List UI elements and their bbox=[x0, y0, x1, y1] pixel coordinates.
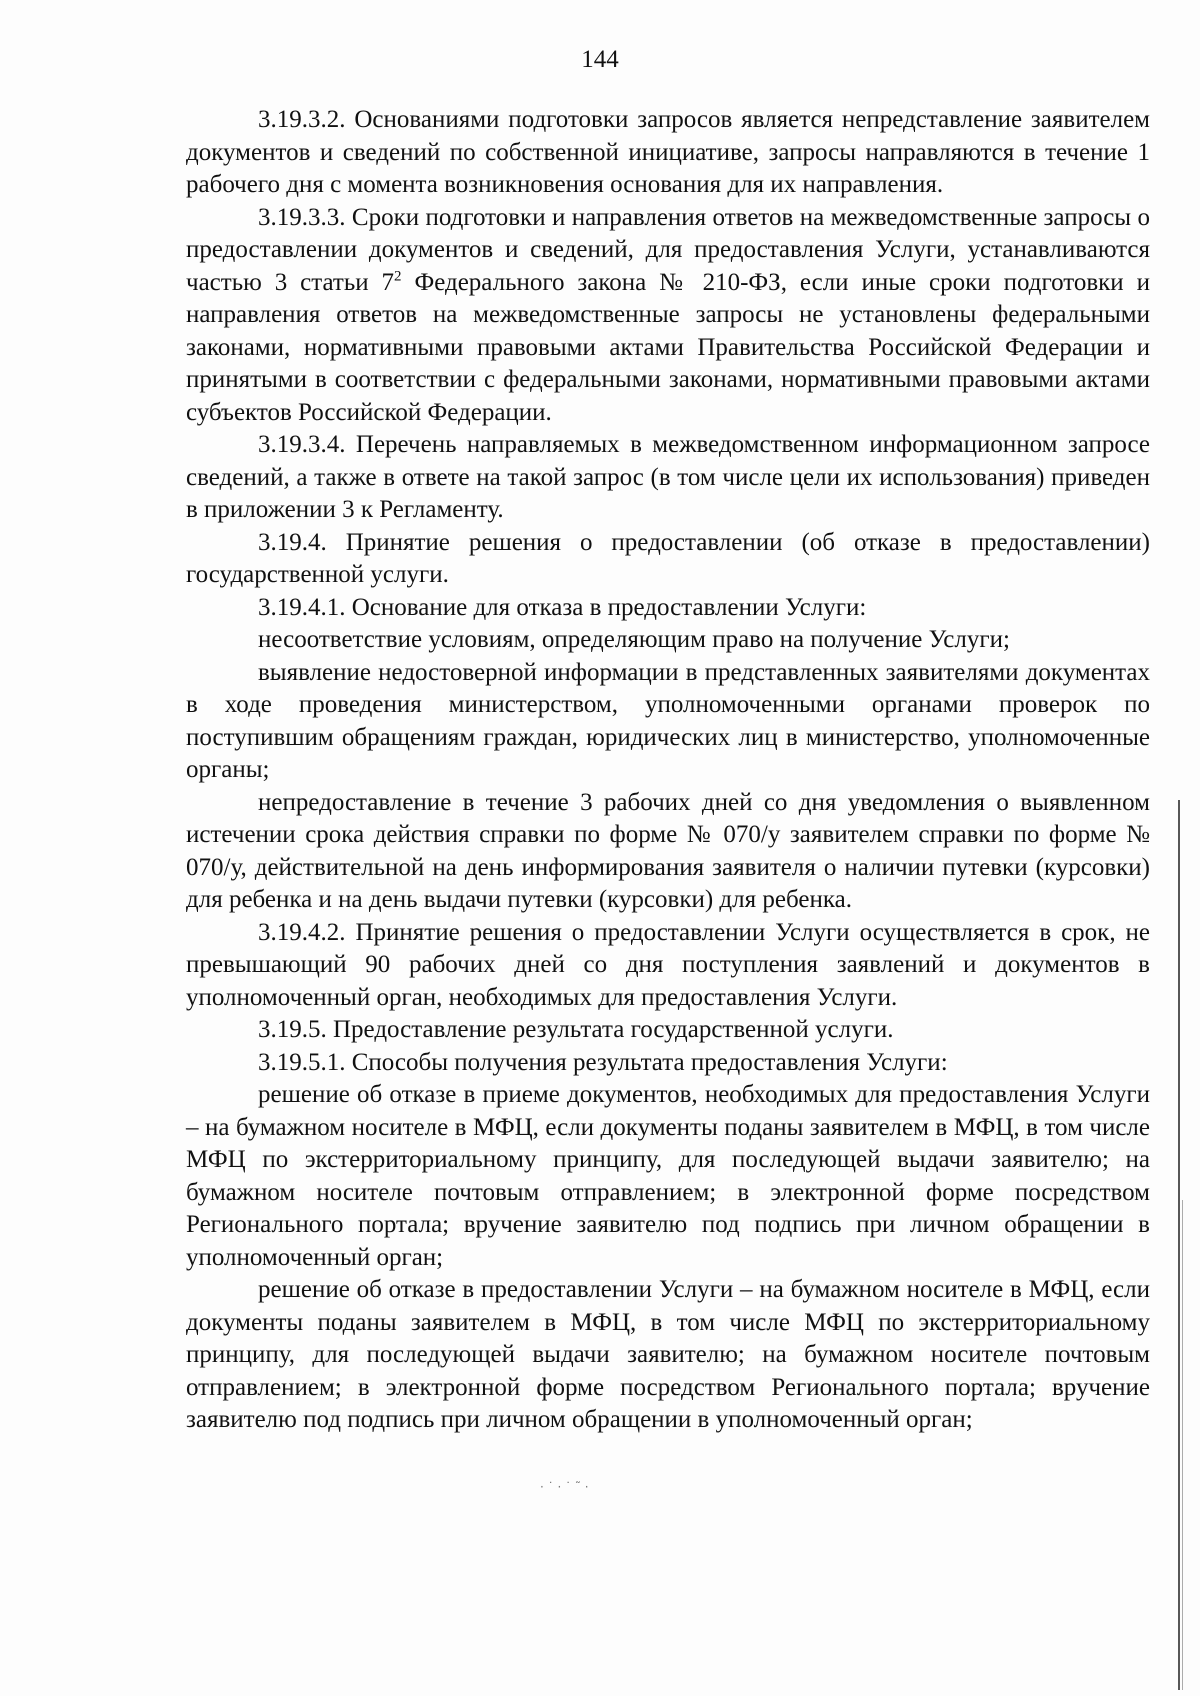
scan-speck: · ˙ · ˙ ˜ · bbox=[540, 1480, 589, 1494]
paragraph-3-19-5: 3.19.5. Предоставление результата государственной услуги. bbox=[258, 1016, 894, 1043]
scan-edge-line-secondary bbox=[1182, 1200, 1183, 1690]
paragraph-3-19-3-4: 3.19.3.4. Перечень направляемых в межведомственном информационном запросе сведений, а также в ответе на такой запрос (в том числе цели их использования) приведен в приложении 3 к Регламенту. bbox=[186, 431, 1150, 523]
superscript-article-number: 2 bbox=[394, 268, 402, 285]
page-number: 144 bbox=[581, 46, 619, 73]
paragraph-3-19-3-3-part-a: 3.19.3.3. Сроки подготовки и направления ответов на межведомственные запросы о предоставлении документов и сведений, для предоставления Услуги, устанавливаются частью 3 статьи 7 bbox=[186, 203, 1150, 296]
paragraph-3-19-4-2: 3.19.4.2. Принятие решения о предоставлении Услуги осуществляется в срок, не превышающий 90 рабочих дней со дня поступления заявлений и документов в уполномоченный орган, необходимых для предоставления Услуги. bbox=[186, 918, 1150, 1011]
list-item-nonconformity: несоответствие условиям, определяющим право на получение Услуги; bbox=[258, 626, 1010, 653]
paragraph-3-19-3-2: 3.19.3.2. Основаниями подготовки запросов является непредставление заявителем документов и сведений по собственной инициативе, запросы направляются в течение 1 рабочего дня с момента возникновения основания для их направления. bbox=[186, 106, 1150, 198]
scan-edge-line bbox=[1178, 800, 1180, 1690]
list-item-refusal-accept-docs: решение об отказе в приеме документов, необходимых для предоставления Услуги – на бумажном носителе в МФЦ, если документы поданы заявителем в МФЦ, в том числе МФЦ по экстерриториальному принципу, для последующей выдачи заявителю; на бумажном носителе почтовым отправлением; в электронной форме посредством Регионального портала; вручение заявителю под подпись при личном обращении в уполномоченный орган; bbox=[186, 1081, 1150, 1271]
paragraph-3-19-3-3-part-b: Федерального закона № 210-ФЗ, если иные сроки подготовки и направления ответов на межведомственные запросы не установлены федеральными законами, нормативными правовыми актами Правительства Российской Федерации и принятыми в соответствии с федеральными законами, нормативными правовыми актами субъектов Российской Федерации. bbox=[186, 268, 1150, 426]
body-text bbox=[186, 104, 1150, 1437]
paragraph-3-19-4-1: 3.19.4.1. Основание для отказа в предоставлении Услуги: bbox=[258, 593, 867, 621]
list-item-no-certificate: непредоставление в течение 3 рабочих дней со дня уведомления о выявленном истечении срока действия справки по форме № 070/у заявителем справки по форме № 070/у, действительной на день информирования заявителя о наличии путевки (курсовки) для ребенка и на день выдачи путевки (курсовки) для ребенка. bbox=[186, 788, 1150, 913]
list-item-refusal-service: решение об отказе в предоставлении Услуги – на бумажном носителе в МФЦ, если документы поданы заявителем в МФЦ, в том числе МФЦ по экстерриториальному принципу, для последующей выдачи заявителю; на бумажном носителе почтовым отправлением; в электронной форме посредством Регионального портала; вручение заявителю под подпись при личном обращении в уполномоченный орган; bbox=[186, 1276, 1150, 1433]
list-item-unreliable-info: выявление недостоверной информации в представленных заявителями документах в ходе проведения министерством, уполномоченными органами проверок по поступившим обращениям граждан, юридических лиц в министерство, уполномоченные органы; bbox=[186, 658, 1150, 783]
paragraph-3-19-4: 3.19.4. Принятие решения о предоставлении (об отказе в предоставлении) государственной услуги. bbox=[186, 528, 1150, 588]
paragraph-3-19-3-3 bbox=[186, 202, 1150, 430]
paragraph-3-19-5-1: 3.19.5.1. Способы получения результата предоставления Услуги: bbox=[258, 1048, 948, 1076]
